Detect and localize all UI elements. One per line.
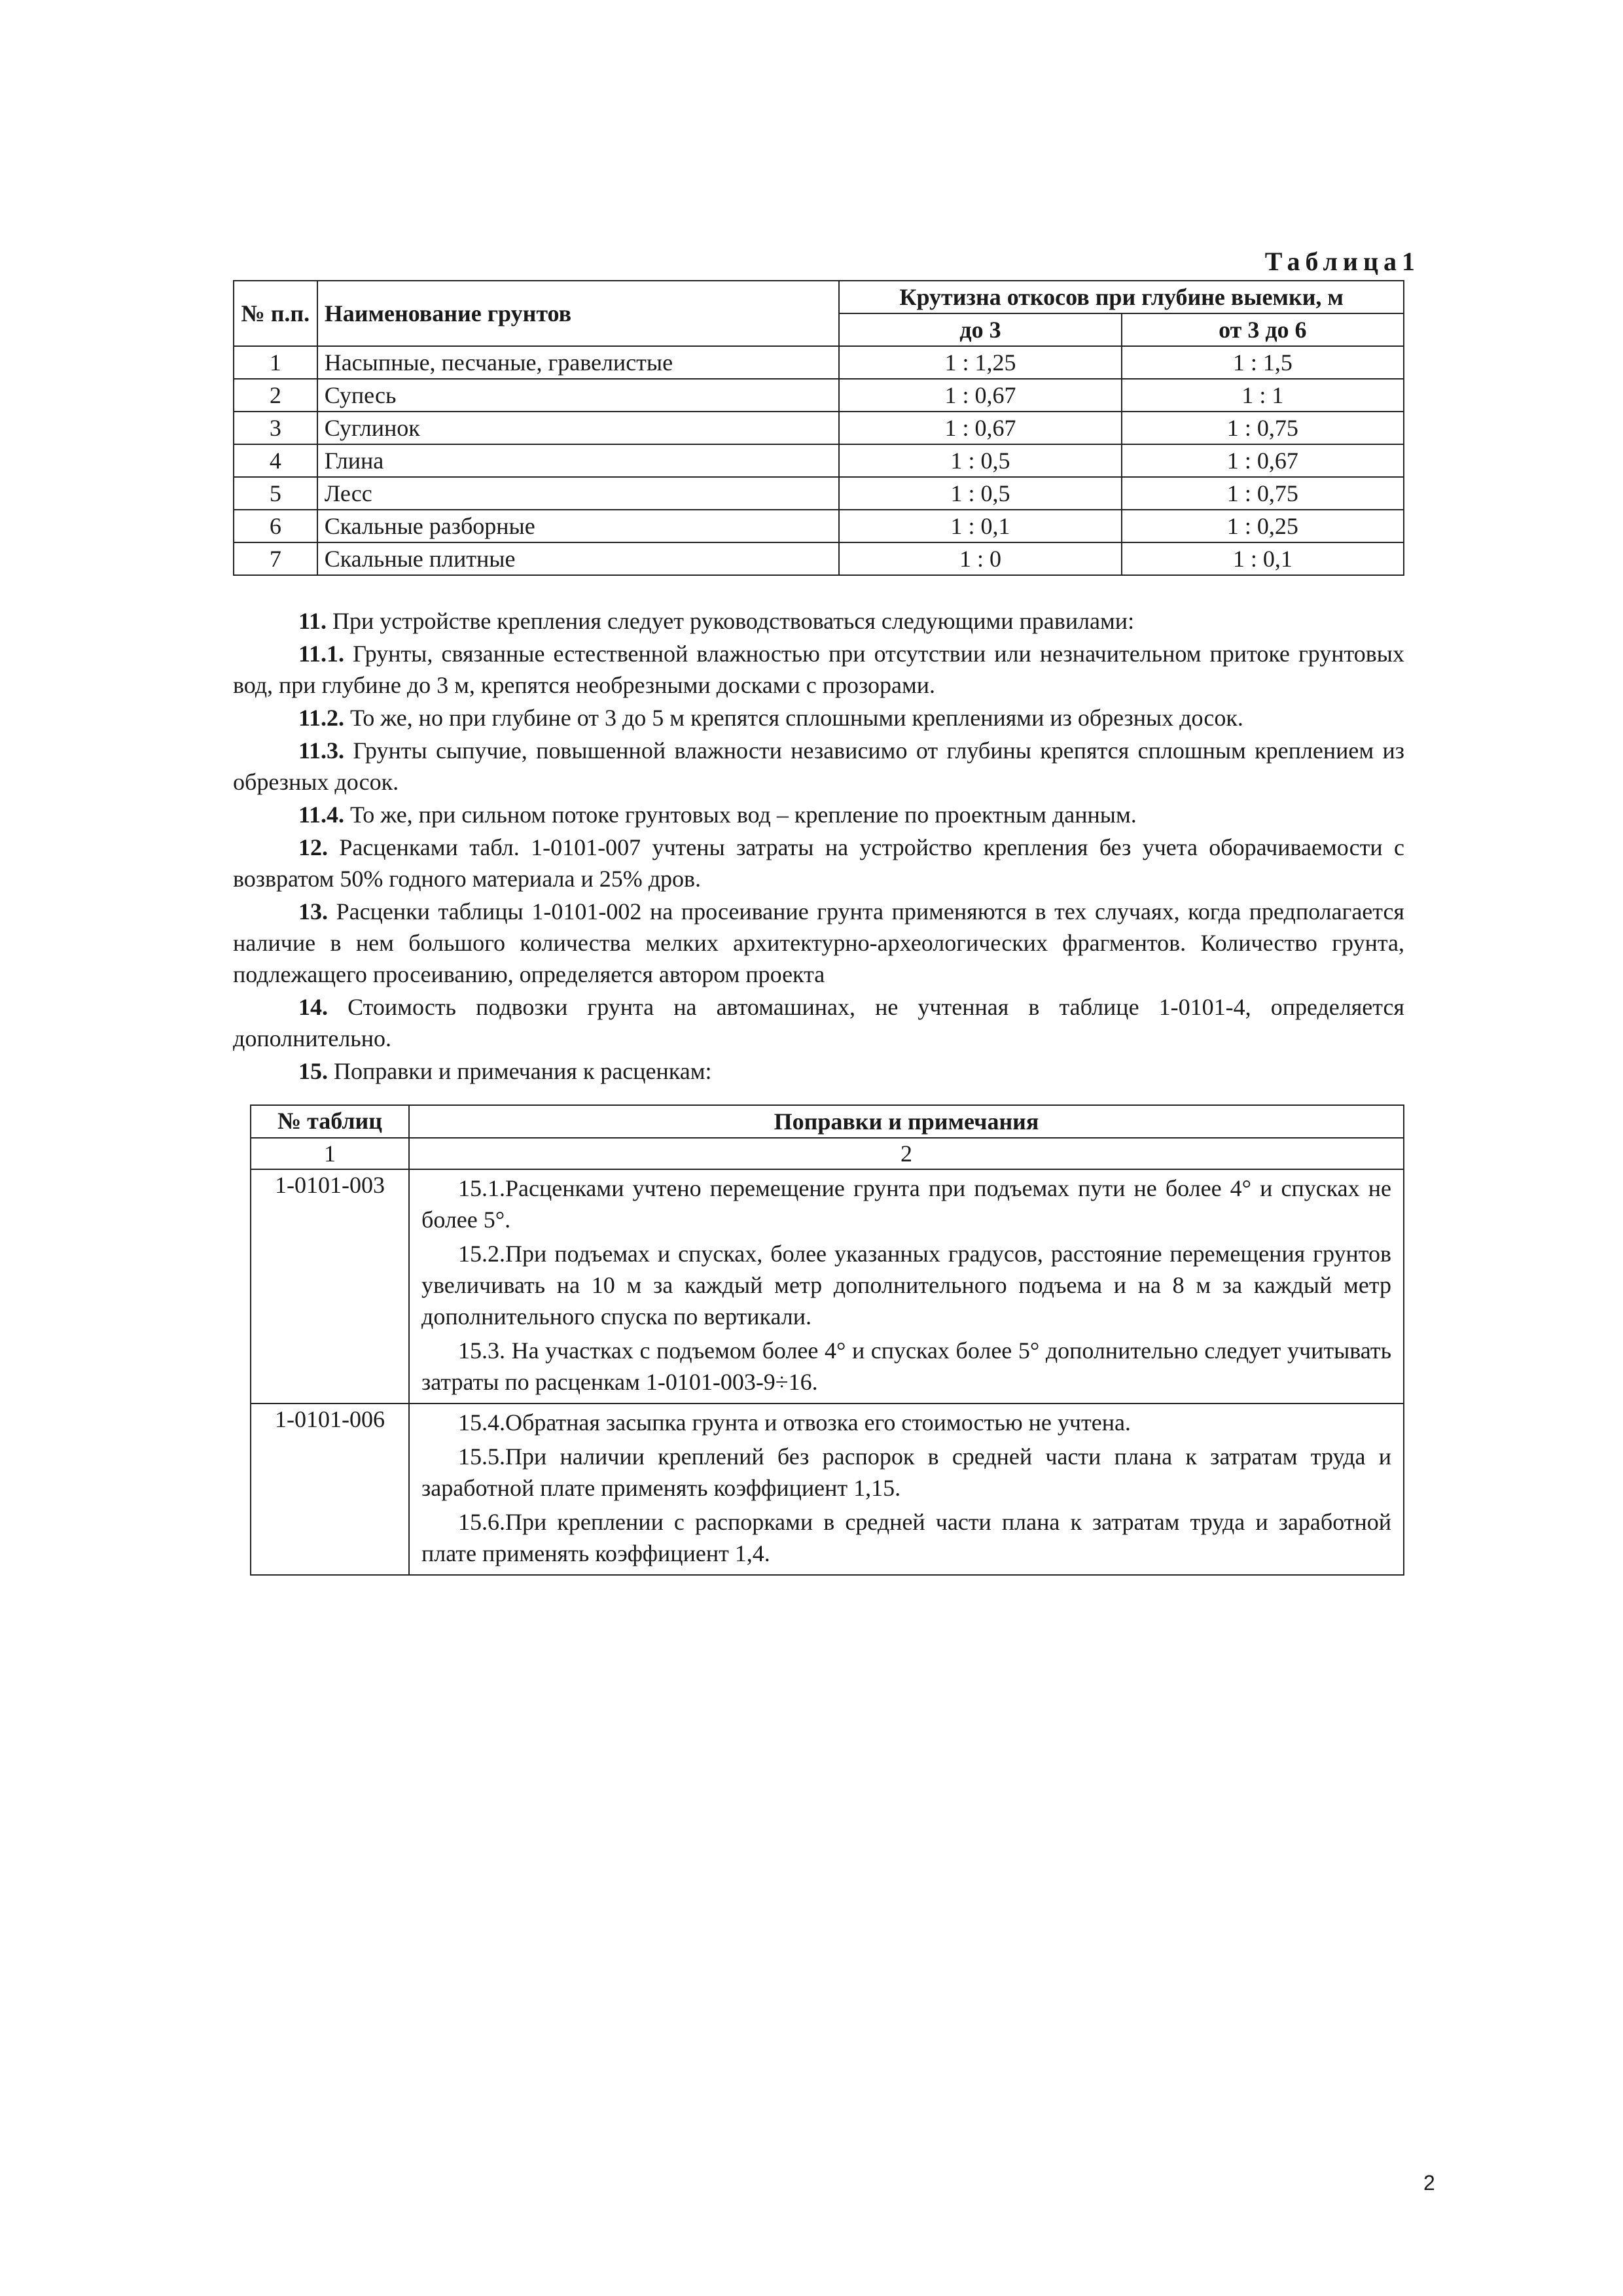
slope-3-to-6: 1 : 0,1 xyxy=(1122,542,1404,575)
slope-3-to-6: 1 : 0,25 xyxy=(1122,510,1404,542)
table2-index-2: 2 xyxy=(409,1138,1404,1169)
table-row xyxy=(251,1169,1404,1404)
slope-up-to-3: 1 : 0,1 xyxy=(839,510,1121,542)
note: 15.4.Обратная засыпка грунта и отвозка его стоимостью не учтена. xyxy=(458,1409,1131,1436)
slope-up-to-3: 1 : 0,67 xyxy=(839,412,1121,444)
soil-name: Лесс xyxy=(317,477,840,510)
table-row xyxy=(234,477,1404,510)
paragraph-text: Грунты, связанные естественной влажностью при отсутствии или незначительном притоке грунтовых вод, при глубине до 3 м, крепятся необрезными досками с прозорами. xyxy=(233,641,1404,698)
paragraph-text: Стоимость подвозки грунта на автомашинах, не учтенная в таблице 1-0101-4, определяется дополнительно. xyxy=(233,994,1404,1051)
table-code: 1-0101-003 xyxy=(251,1169,409,1404)
row-number: 1 xyxy=(234,346,317,379)
row-number: 7 xyxy=(234,542,317,575)
slope-up-to-3: 1 : 0 xyxy=(839,542,1121,575)
paragraph-text: Расценками табл. 1-0101-007 учтены затраты на устройство крепления без учета оборачиваемости с возвратом 50% годного материала и 25% дров. xyxy=(233,834,1404,892)
table1-header-sub2: от 3 до 6 xyxy=(1122,313,1404,346)
paragraph-text: Грунты сыпучие, повышенной влажности независимо от глубины крепятся сплошным креплением из обрезных досок. xyxy=(233,737,1404,795)
paragraph xyxy=(233,896,1404,990)
paragraph-number: 13. xyxy=(298,898,328,925)
table-row xyxy=(234,444,1404,477)
paragraph xyxy=(233,702,1404,733)
row-number: 5 xyxy=(234,477,317,510)
note: 15.6.При креплении с распорками в средней части плана к затратам труда и заработной плате применять коэффициент 1,4. xyxy=(421,1509,1391,1566)
paragraph-text: То же, но при глубине от 3 до 5 м крепятся сплошными креплениями из обрезных досок. xyxy=(344,705,1243,731)
paragraph-number: 11.1. xyxy=(298,641,345,667)
slope-3-to-6: 1 : 1,5 xyxy=(1122,346,1404,379)
slope-up-to-3: 1 : 0,67 xyxy=(839,379,1121,412)
paragraph xyxy=(233,605,1404,637)
paragraph-text: То же, при сильном потоке грунтовых вод – крепление по проектным данным. xyxy=(344,802,1137,828)
paragraph-number: 11.3. xyxy=(298,737,345,764)
slope-3-to-6: 1 : 0,75 xyxy=(1122,412,1404,444)
notes-cell xyxy=(409,1404,1404,1575)
table2-header-notes: Поправки и примечания xyxy=(409,1105,1404,1138)
row-number: 3 xyxy=(234,412,317,444)
row-number: 2 xyxy=(234,379,317,412)
table-row xyxy=(234,542,1404,575)
paragraph-text: Поправки и примечания к расценкам: xyxy=(328,1058,712,1084)
soil-slope-table xyxy=(233,280,1404,576)
row-number: 6 xyxy=(234,510,317,542)
paragraph-number: 15. xyxy=(298,1058,328,1084)
paragraph xyxy=(233,991,1404,1054)
paragraph xyxy=(233,638,1404,701)
paragraph-text: Расценки таблицы 1-0101-002 на просеивание грунта применяются в тех случаях, когда предполагается наличие в нем большого количества мелких архитектурно-археологических фрагментов. Количество грунта, подлежащего просеиванию, определяется автором проекта xyxy=(233,898,1404,987)
table1-header-group: Крутизна откосов при глубине выемки, м xyxy=(839,281,1404,313)
paragraph-number: 11.2. xyxy=(298,705,345,731)
paragraph xyxy=(233,1055,1404,1087)
paragraph-text: При устройстве крепления следует руководствоваться следующими правилами: xyxy=(327,608,1135,634)
table-row xyxy=(234,412,1404,444)
paragraph-number: 14. xyxy=(298,994,328,1020)
page-number: 2 xyxy=(1423,2171,1435,2195)
table-row xyxy=(251,1404,1404,1575)
slope-up-to-3: 1 : 0,5 xyxy=(839,477,1121,510)
note: 15.2.При подъемах и спусках, более указанных градусов, расстояние перемещения грунтов увеличивать на 10 м за каждый метр дополнительного подъема и на 8 м за каждый метр дополнительного спуска по вертикали. xyxy=(421,1241,1391,1330)
table-row xyxy=(234,346,1404,379)
table-row xyxy=(234,510,1404,542)
corrections-table xyxy=(250,1104,1404,1576)
table2-index-1: 1 xyxy=(251,1138,409,1169)
soil-name: Насыпные, песчаные, гравелистые xyxy=(317,346,840,379)
table2-header-tables: № таблиц xyxy=(251,1105,409,1138)
table1-header-sub1: до 3 xyxy=(839,313,1121,346)
row-number: 4 xyxy=(234,444,317,477)
slope-3-to-6: 1 : 0,75 xyxy=(1122,477,1404,510)
notes-cell xyxy=(409,1169,1404,1404)
paragraph xyxy=(233,832,1404,894)
slope-3-to-6: 1 : 1 xyxy=(1122,379,1404,412)
paragraph-number: 12. xyxy=(298,834,328,860)
paragraph xyxy=(233,799,1404,830)
soil-name: Супесь xyxy=(317,379,840,412)
note: 15.1.Расценками учтено перемещение грунта при подъемах пути не более 4° и спусках не более 5°. xyxy=(421,1175,1391,1233)
soil-name: Скальные разборные xyxy=(317,510,840,542)
paragraph-number: 11. xyxy=(298,608,327,634)
paragraph-number: 11.4. xyxy=(298,802,345,828)
table1-header-name: Наименование грунтов xyxy=(317,281,840,346)
table1-caption: Таблица1 xyxy=(1264,247,1420,276)
note: 15.3. На участках с подъемом более 4° и спусках более 5° дополнительно следует учитывать затраты по расценкам 1-0101-003-9÷16. xyxy=(421,1337,1391,1395)
table1-header-num: № п.п. xyxy=(234,281,317,346)
slope-up-to-3: 1 : 0,5 xyxy=(839,444,1121,477)
slope-up-to-3: 1 : 1,25 xyxy=(839,346,1121,379)
rules-text xyxy=(233,605,1404,1088)
table-row xyxy=(234,379,1404,412)
soil-name: Глина xyxy=(317,444,840,477)
soil-name: Скальные плитные xyxy=(317,542,840,575)
slope-3-to-6: 1 : 0,67 xyxy=(1122,444,1404,477)
soil-name: Суглинок xyxy=(317,412,840,444)
table-code: 1-0101-006 xyxy=(251,1404,409,1575)
paragraph xyxy=(233,735,1404,798)
note: 15.5.При наличии креплений без распорок в средней части плана к затратам труда и заработной плате применять коэффициент 1,15. xyxy=(421,1443,1391,1501)
